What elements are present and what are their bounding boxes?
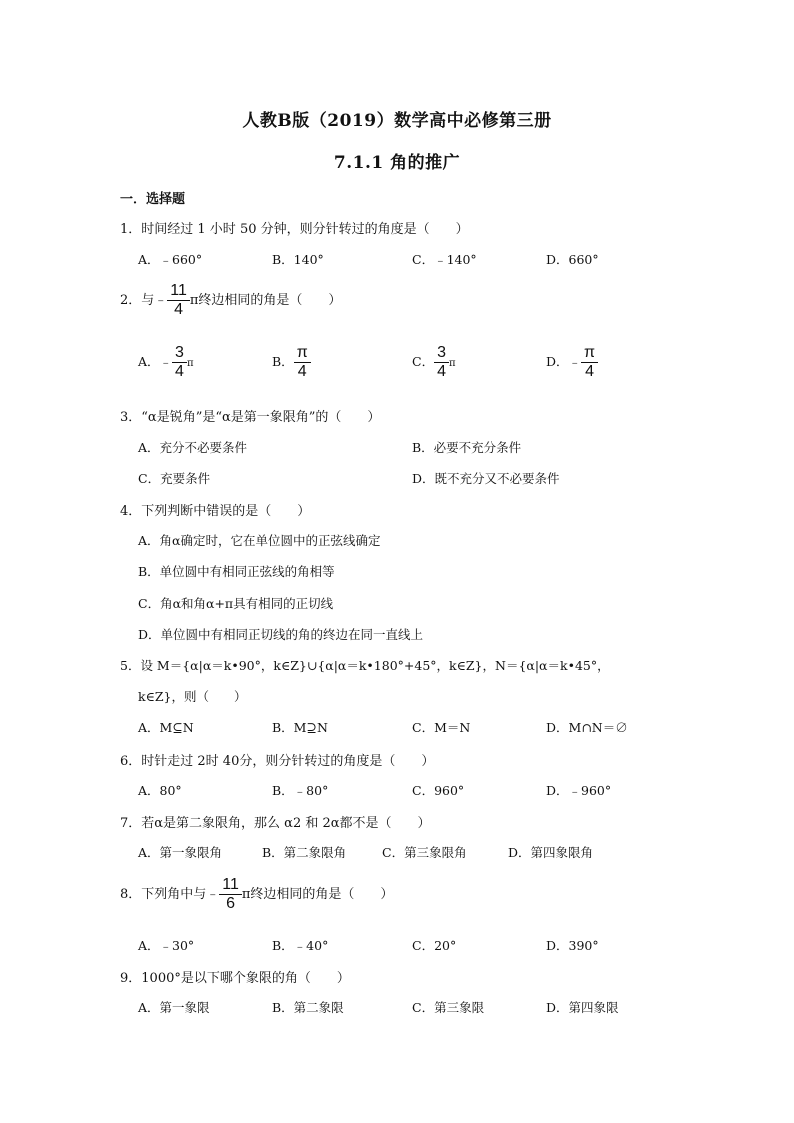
fraction-numerator: 3 bbox=[437, 344, 446, 361]
question-2-option-b bbox=[272, 344, 311, 381]
document-title: 人教B版（2019）数学高中必修第三册 bbox=[242, 111, 552, 131]
question-9-option-d: D．第四象限 bbox=[546, 1000, 619, 1015]
section-heading: 一．选择题 bbox=[120, 192, 186, 207]
question-2-fraction bbox=[167, 282, 190, 319]
option-label: B． bbox=[272, 354, 294, 369]
fraction-denominator: 4 bbox=[294, 362, 311, 381]
question-1-option-d: D．660° bbox=[546, 252, 599, 267]
question-2-stem bbox=[120, 282, 341, 319]
pi-symbol: π bbox=[186, 358, 194, 369]
question-5-option-d: D．M∩N＝∅ bbox=[546, 720, 628, 735]
question-8-stem-suffix: π终边相同的角是（ ） bbox=[241, 887, 394, 902]
question-9-option-a: A．第一象限 bbox=[138, 1000, 210, 1015]
question-1-option-a: A．﹣660° bbox=[138, 252, 203, 267]
question-6-stem: 6．时针走过 2时 40分，则分针转过的角度是（ ） bbox=[120, 754, 435, 769]
option-label: A．﹣ bbox=[138, 354, 173, 369]
question-2-denominator: 4 bbox=[167, 300, 190, 319]
option-fraction bbox=[434, 344, 449, 381]
question-7-option-a: A．第一象限角 bbox=[138, 845, 223, 860]
question-5-option-b: B．M⊇N bbox=[272, 720, 328, 735]
question-4-stem: 4．下列判断中错误的是（ ） bbox=[120, 504, 311, 519]
question-5-option-c: C．M＝N bbox=[412, 720, 471, 735]
question-2-stem-prefix: 2．与﹣ bbox=[120, 293, 168, 308]
question-6-option-d: D．﹣960° bbox=[546, 783, 612, 798]
option-fraction bbox=[172, 344, 187, 381]
question-8-option-b: B．﹣40° bbox=[272, 938, 329, 953]
option-fraction bbox=[294, 344, 311, 381]
option-fraction bbox=[581, 344, 598, 381]
option-label: C． bbox=[412, 354, 435, 369]
option-label: D．﹣ bbox=[546, 354, 582, 369]
question-3-stem: 3．“α是锐角”是“α是第一象限角”的（ ） bbox=[120, 410, 381, 425]
question-2-option-c bbox=[412, 344, 456, 381]
fraction-denominator: 4 bbox=[581, 362, 598, 381]
question-7-option-b: B．第二象限角 bbox=[262, 845, 347, 860]
question-3-option-c: C．充要条件 bbox=[138, 471, 211, 486]
question-1-option-c: C．﹣140° bbox=[412, 252, 477, 267]
document-subtitle: 7.1.1 角的推广 bbox=[333, 153, 461, 173]
question-7-option-c: C．第三象限角 bbox=[382, 845, 467, 860]
question-8-denominator: 6 bbox=[219, 894, 242, 913]
question-3-option-a: A．充分不必要条件 bbox=[138, 440, 248, 455]
question-8-option-c: C．20° bbox=[412, 938, 457, 953]
question-3-option-d: D．既不充分又不必要条件 bbox=[412, 471, 560, 486]
question-2-option-d bbox=[546, 344, 598, 381]
question-7-option-d: D．第四象限角 bbox=[508, 845, 594, 860]
question-5-option-a: A．M⊆N bbox=[138, 720, 194, 735]
pi-symbol: π bbox=[448, 358, 456, 369]
question-4-option-d: D．单位圆中有相同正切线的角的终边在同一直线上 bbox=[138, 627, 424, 642]
question-1-option-b: B．140° bbox=[272, 252, 324, 267]
fraction-numerator: 3 bbox=[175, 344, 184, 361]
question-9-option-b: B．第二象限 bbox=[272, 1000, 344, 1015]
question-4-option-c: C．角α和角α+π具有相同的正切线 bbox=[138, 596, 334, 611]
question-9-stem: 9．1000°是以下哪个象限的角（ ） bbox=[120, 971, 350, 986]
fraction-denominator: 4 bbox=[172, 362, 187, 381]
question-8-fraction bbox=[219, 876, 242, 913]
question-9-option-c: C．第三象限 bbox=[412, 1000, 485, 1015]
question-6-option-a: A．80° bbox=[138, 783, 182, 798]
question-8-option-d: D．390° bbox=[546, 938, 599, 953]
question-2-stem-suffix: π终边相同的角是（ ） bbox=[189, 293, 342, 308]
question-8-stem bbox=[120, 876, 393, 913]
question-2-numerator: 11 bbox=[170, 282, 187, 299]
fraction-denominator: 4 bbox=[434, 362, 449, 381]
question-7-stem: 7．若α是第二象限角，那么 α2 和 2α都不是（ ） bbox=[120, 816, 431, 831]
question-6-option-c: C．960° bbox=[412, 783, 465, 798]
question-8-numerator: 11 bbox=[222, 876, 239, 893]
fraction-numerator: π bbox=[584, 344, 596, 361]
question-3-option-b: B．必要不充分条件 bbox=[412, 440, 522, 455]
question-4-option-a: A．角α确定时，它在单位圆中的正弦线确定 bbox=[138, 533, 381, 548]
question-8-option-a: A．﹣30° bbox=[138, 938, 195, 953]
question-1-stem: 1．时间经过 1 小时 50 分钟，则分针转过的角度是（ ） bbox=[120, 222, 469, 237]
question-5-stem-line-2: k∈Z}，则（ ） bbox=[138, 689, 247, 704]
question-4-option-b: B．单位圆中有相同正弦线的角相等 bbox=[138, 564, 335, 579]
question-2-option-a bbox=[138, 344, 194, 381]
question-8-stem-prefix: 8．下列角中与﹣ bbox=[120, 887, 220, 902]
fraction-numerator: π bbox=[296, 344, 308, 361]
question-5-stem-line-1: 5．设 M＝{α|α＝k•90°，k∈Z}∪{α|α＝k•180°+45°，k∈Z}，N＝{α|α＝k•45°， bbox=[120, 658, 610, 673]
question-6-option-b: B．﹣80° bbox=[272, 783, 329, 798]
